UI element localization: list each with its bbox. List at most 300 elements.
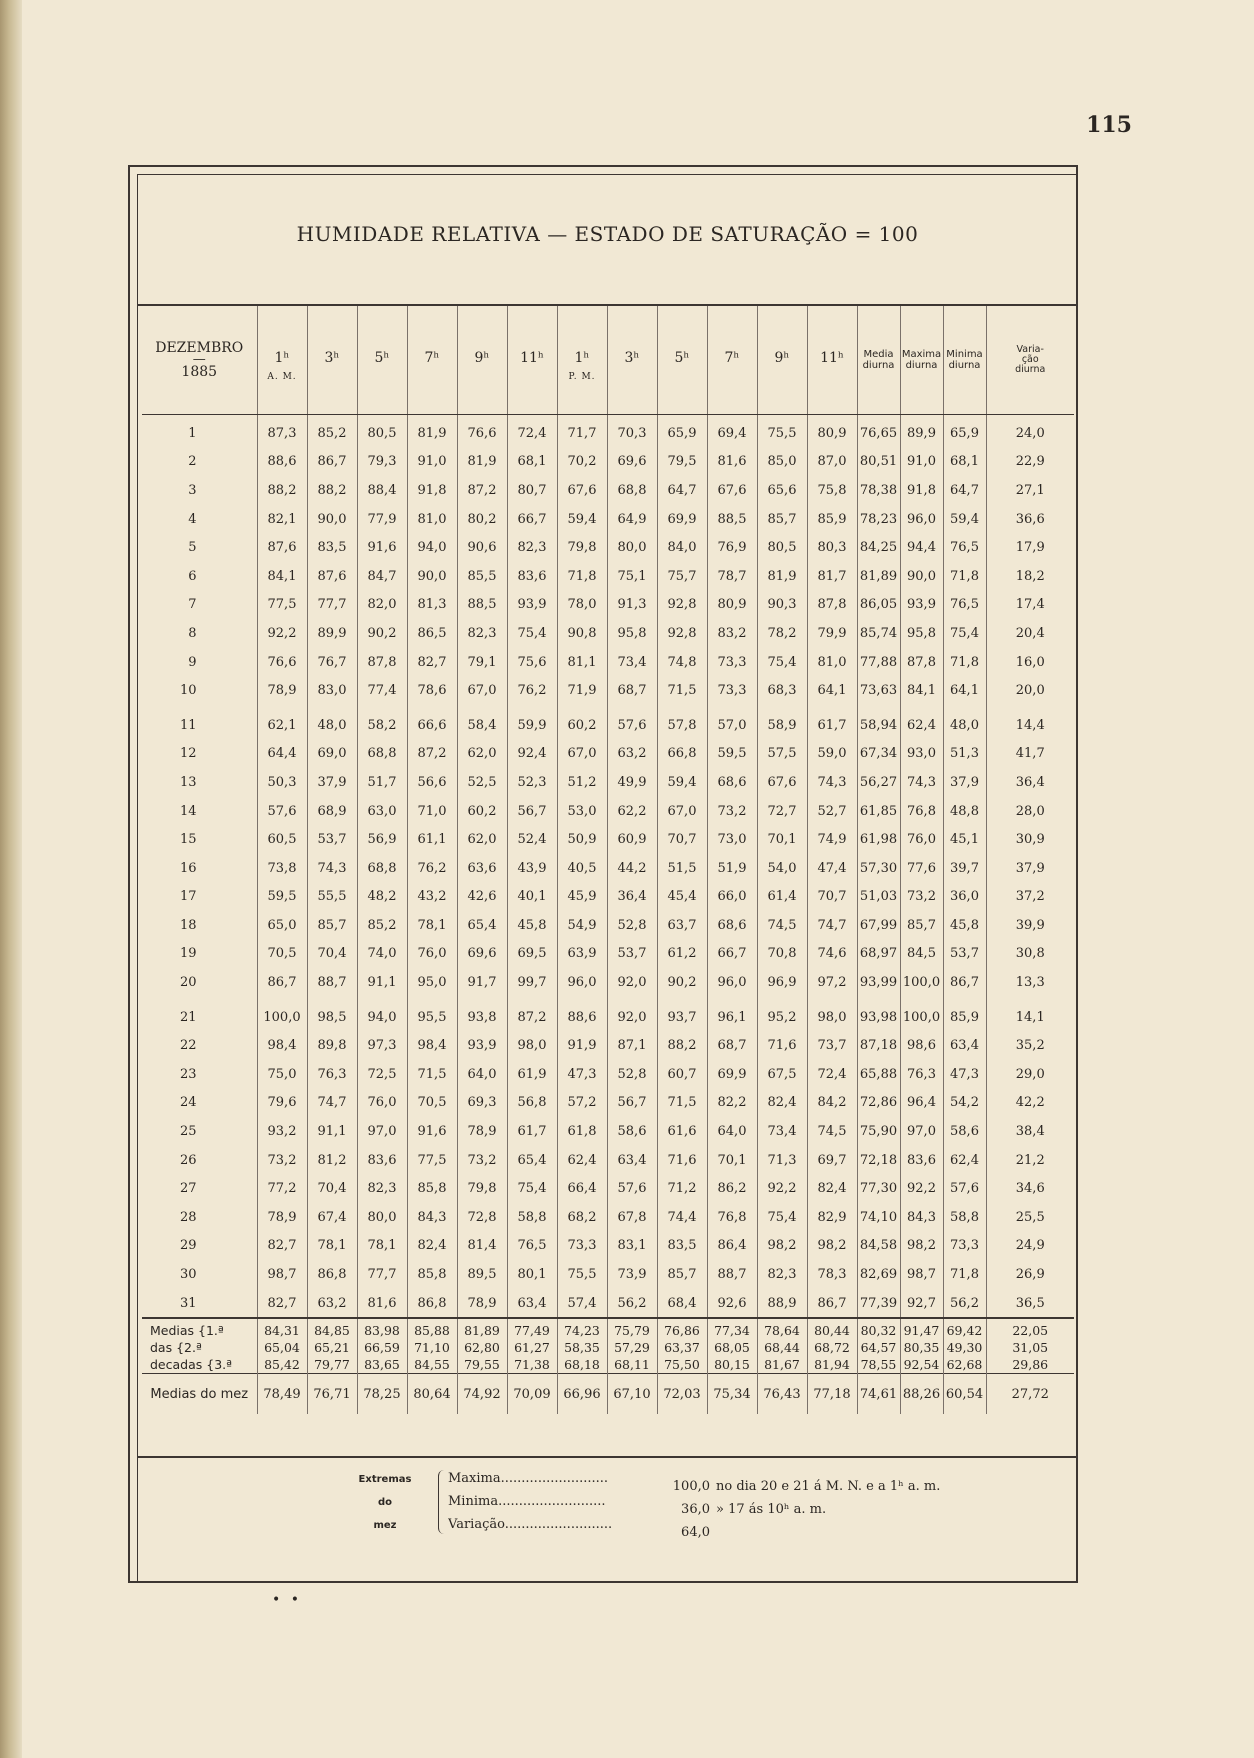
- value-cell: 76,0: [407, 940, 457, 969]
- table-row: [142, 911, 1074, 940]
- value-cell: 74,3: [307, 854, 357, 883]
- decada-value: 80,32: [857, 1322, 900, 1339]
- value-cell: 85,7: [757, 505, 807, 534]
- footer-dots: • •: [272, 1592, 302, 1608]
- value-cell: 75,8: [807, 476, 857, 505]
- value-cell: 96,4: [900, 1089, 943, 1118]
- value-cell: 69,3: [457, 1089, 507, 1118]
- decada-value: 69,42: [943, 1322, 986, 1339]
- extremas-maxima-row: [448, 1468, 1048, 1494]
- day-cell: 10: [179, 683, 197, 699]
- value-cell: 77,7: [357, 1260, 407, 1289]
- value-cell: 69,9: [707, 1060, 757, 1089]
- value-cell: 51,3: [943, 740, 986, 769]
- value-cell: 75,7: [657, 562, 707, 591]
- value-cell: 80,3: [807, 533, 857, 562]
- value-cell: 61,85: [857, 797, 900, 826]
- value-cell: 57,30: [857, 854, 900, 883]
- value-cell: 92,2: [257, 619, 307, 648]
- value-cell: 76,2: [407, 854, 457, 883]
- value-cell: 78,1: [307, 1232, 357, 1261]
- value-cell: 83,5: [657, 1232, 707, 1261]
- value-cell: 74,7: [307, 1089, 357, 1118]
- value-cell: 64,7: [943, 476, 986, 505]
- table-row: [142, 854, 1074, 883]
- value-cell: 68,3: [757, 676, 807, 705]
- value-cell: 74,7: [807, 911, 857, 940]
- value-cell: 67,34: [857, 740, 900, 769]
- value-cell: 77,5: [257, 591, 307, 620]
- decada-value: 71,38: [507, 1356, 557, 1374]
- value-cell: 84,5: [900, 940, 943, 969]
- decada-value: 29,86: [986, 1356, 1074, 1374]
- header-row: [142, 306, 1074, 415]
- value-cell: 67,0: [457, 676, 507, 705]
- value-cell: 70,5: [407, 1089, 457, 1118]
- extremas-brace: [438, 1470, 445, 1534]
- value-cell: 92,0: [607, 968, 657, 997]
- value-cell: 100,0: [900, 1003, 943, 1032]
- decada-value: 66,59: [357, 1339, 407, 1356]
- value-cell: 40,5: [557, 854, 607, 883]
- value-cell: 39,9: [986, 911, 1074, 940]
- value-cell: 39,7: [943, 854, 986, 883]
- value-cell: 81,2: [307, 1146, 357, 1175]
- value-cell: 77,9: [357, 505, 407, 534]
- value-cell: 59,0: [807, 740, 857, 769]
- value-cell: 84,1: [257, 562, 307, 591]
- value-cell: 79,6: [257, 1089, 307, 1118]
- extremas-variacao-row: [448, 1514, 1048, 1540]
- value-cell: 93,98: [857, 1003, 900, 1032]
- value-cell: 80,0: [357, 1203, 407, 1232]
- value-cell: 16,0: [986, 648, 1074, 677]
- value-cell: 13,3: [986, 968, 1074, 997]
- value-cell: 54,9: [557, 911, 607, 940]
- value-cell: 83,6: [900, 1146, 943, 1175]
- value-cell: 34,6: [986, 1174, 1074, 1203]
- decada-value: 92,54: [900, 1356, 943, 1374]
- value-cell: 65,6: [757, 476, 807, 505]
- value-cell: 93,8: [457, 1003, 507, 1032]
- decada-value: 81,94: [807, 1356, 857, 1374]
- value-cell: 77,6: [900, 854, 943, 883]
- value-cell: 86,7: [943, 968, 986, 997]
- value-cell: 48,0: [943, 711, 986, 740]
- value-cell: 59,4: [943, 505, 986, 534]
- decada-value: 79,55: [457, 1356, 507, 1374]
- value-cell: 17,4: [986, 591, 1074, 620]
- value-cell: 67,6: [707, 476, 757, 505]
- value-cell: 96,0: [707, 968, 757, 997]
- decada-value: 49,30: [943, 1339, 986, 1356]
- value-cell: 41,7: [986, 740, 1074, 769]
- value-cell: 73,3: [557, 1232, 607, 1261]
- header-hour: 3ʰ: [607, 306, 657, 415]
- value-cell: 85,2: [307, 415, 357, 448]
- day-cell: 18: [179, 917, 197, 933]
- decada-value: 57,29: [607, 1339, 657, 1356]
- value-cell: 75,4: [507, 619, 557, 648]
- value-cell: 61,98: [857, 825, 900, 854]
- value-cell: 28,0: [986, 797, 1074, 826]
- value-cell: 57,8: [657, 711, 707, 740]
- value-cell: 37,9: [943, 768, 986, 797]
- value-cell: 75,5: [557, 1260, 607, 1289]
- value-cell: 93,9: [457, 1031, 507, 1060]
- value-cell: 73,3: [943, 1232, 986, 1261]
- value-cell: 75,4: [507, 1174, 557, 1203]
- value-cell: 90,8: [557, 619, 607, 648]
- value-cell: 80,0: [607, 533, 657, 562]
- value-cell: 57,2: [557, 1089, 607, 1118]
- value-cell: 56,6: [407, 768, 457, 797]
- value-cell: 29,0: [986, 1060, 1074, 1089]
- value-cell: 45,1: [943, 825, 986, 854]
- value-cell: 60,9: [607, 825, 657, 854]
- value-cell: 69,4: [707, 415, 757, 448]
- value-cell: 37,9: [307, 768, 357, 797]
- medias-mez-value: 78,49: [257, 1374, 307, 1415]
- day-cell: 19: [179, 946, 197, 962]
- value-cell: 73,2: [257, 1146, 307, 1175]
- table-row: [142, 505, 1074, 534]
- value-cell: 86,7: [307, 448, 357, 477]
- value-cell: 81,9: [407, 415, 457, 448]
- day-cell: 12: [179, 746, 197, 762]
- value-cell: 60,5: [257, 825, 307, 854]
- table-row: [142, 415, 1074, 448]
- value-cell: 62,0: [457, 740, 507, 769]
- value-cell: 47,3: [943, 1060, 986, 1089]
- day-cell: 31: [179, 1295, 197, 1311]
- table-row: [142, 476, 1074, 505]
- extremas-maxima-label: Maxima..........................: [448, 1471, 609, 1486]
- value-cell: 89,9: [307, 619, 357, 648]
- value-cell: 80,9: [807, 415, 857, 448]
- value-cell: 57,6: [257, 797, 307, 826]
- table-row: [142, 448, 1074, 477]
- value-cell: 86,8: [407, 1289, 457, 1319]
- value-cell: 82,7: [257, 1232, 307, 1261]
- value-cell: 88,5: [707, 505, 757, 534]
- value-cell: 82,4: [807, 1174, 857, 1203]
- value-cell: 71,8: [943, 648, 986, 677]
- value-cell: 81,7: [807, 562, 857, 591]
- decada-value: 83,98: [357, 1322, 407, 1339]
- value-cell: 70,4: [307, 1174, 357, 1203]
- value-cell: 71,0: [407, 797, 457, 826]
- value-cell: 60,7: [657, 1060, 707, 1089]
- decada-value: 81,67: [757, 1356, 807, 1374]
- value-cell: 85,7: [657, 1260, 707, 1289]
- medias-mez-value: 74,61: [857, 1374, 900, 1415]
- value-cell: 70,1: [757, 825, 807, 854]
- decada-value: 75,79: [607, 1322, 657, 1339]
- value-cell: 71,8: [943, 562, 986, 591]
- value-cell: 30,8: [986, 940, 1074, 969]
- value-cell: 95,5: [407, 1003, 457, 1032]
- value-cell: 85,9: [943, 1003, 986, 1032]
- extremas-minima-value: 36,0: [681, 1502, 710, 1517]
- value-cell: 71,8: [943, 1260, 986, 1289]
- value-cell: 88,2: [307, 476, 357, 505]
- value-cell: 76,9: [707, 533, 757, 562]
- value-cell: 78,0: [557, 591, 607, 620]
- value-cell: 66,7: [707, 940, 757, 969]
- value-cell: 95,8: [607, 619, 657, 648]
- day-cell: 4: [188, 511, 197, 527]
- value-cell: 56,8: [507, 1089, 557, 1118]
- day-cell: 5: [188, 540, 197, 556]
- decada-value: 22,05: [986, 1322, 1074, 1339]
- value-cell: 68,7: [607, 676, 657, 705]
- value-cell: 76,8: [707, 1203, 757, 1232]
- value-cell: 53,7: [307, 825, 357, 854]
- value-cell: 22,9: [986, 448, 1074, 477]
- value-cell: 58,94: [857, 711, 900, 740]
- header-maxima-diurna: Maxima diurna: [900, 306, 943, 415]
- value-cell: 77,88: [857, 648, 900, 677]
- value-cell: 78,6: [407, 676, 457, 705]
- value-cell: 59,9: [507, 711, 557, 740]
- value-cell: 84,1: [900, 676, 943, 705]
- value-cell: 85,74: [857, 619, 900, 648]
- value-cell: 65,88: [857, 1060, 900, 1089]
- value-cell: 70,8: [757, 940, 807, 969]
- value-cell: 66,0: [707, 883, 757, 912]
- value-cell: 68,8: [357, 740, 407, 769]
- decada-value: 76,86: [657, 1322, 707, 1339]
- decada-row: [142, 1356, 1074, 1374]
- decada-value: 83,65: [357, 1356, 407, 1374]
- decada-value: 71,10: [407, 1339, 457, 1356]
- value-cell: 97,2: [807, 968, 857, 997]
- value-cell: 67,0: [657, 797, 707, 826]
- value-cell: 91,6: [357, 533, 407, 562]
- value-cell: 83,1: [607, 1232, 657, 1261]
- value-cell: 75,6: [507, 648, 557, 677]
- value-cell: 66,7: [507, 505, 557, 534]
- value-cell: 88,7: [307, 968, 357, 997]
- value-cell: 88,2: [257, 476, 307, 505]
- medias-mez-label: Medias do mez: [142, 1374, 257, 1415]
- header-month-year: [142, 306, 257, 415]
- value-cell: 97,3: [357, 1031, 407, 1060]
- table-row: [142, 1117, 1074, 1146]
- value-cell: 71,6: [657, 1146, 707, 1175]
- value-cell: 91,8: [407, 476, 457, 505]
- value-cell: 79,9: [807, 619, 857, 648]
- value-cell: 78,23: [857, 505, 900, 534]
- value-cell: 62,0: [457, 825, 507, 854]
- value-cell: 64,0: [707, 1117, 757, 1146]
- value-cell: 58,9: [757, 711, 807, 740]
- value-cell: 52,3: [507, 768, 557, 797]
- value-cell: 85,8: [407, 1174, 457, 1203]
- value-cell: 83,0: [307, 676, 357, 705]
- value-cell: 80,5: [357, 415, 407, 448]
- decada-value: 84,85: [307, 1322, 357, 1339]
- value-cell: 50,9: [557, 825, 607, 854]
- value-cell: 93,2: [257, 1117, 307, 1146]
- value-cell: 72,86: [857, 1089, 900, 1118]
- value-cell: 80,5: [757, 533, 807, 562]
- value-cell: 45,8: [507, 911, 557, 940]
- value-cell: 85,9: [807, 505, 857, 534]
- value-cell: 64,9: [607, 505, 657, 534]
- value-cell: 71,3: [757, 1146, 807, 1175]
- day-cell: 6: [188, 568, 197, 584]
- value-cell: 73,63: [857, 676, 900, 705]
- value-cell: 54,0: [757, 854, 807, 883]
- value-cell: 63,6: [457, 854, 507, 883]
- value-cell: 71,2: [657, 1174, 707, 1203]
- value-cell: 61,7: [807, 711, 857, 740]
- value-cell: 92,0: [607, 1003, 657, 1032]
- value-cell: 62,1: [257, 711, 307, 740]
- value-cell: 73,7: [807, 1031, 857, 1060]
- decada-value: 68,72: [807, 1339, 857, 1356]
- value-cell: 56,2: [607, 1289, 657, 1319]
- value-cell: 81,1: [557, 648, 607, 677]
- value-cell: 51,2: [557, 768, 607, 797]
- header-hour: 1ʰ P. M.: [557, 306, 607, 415]
- value-cell: 26,9: [986, 1260, 1074, 1289]
- value-cell: 92,8: [657, 619, 707, 648]
- value-cell: 92,2: [757, 1174, 807, 1203]
- value-cell: 72,18: [857, 1146, 900, 1175]
- value-cell: 78,7: [707, 562, 757, 591]
- value-cell: 58,8: [943, 1203, 986, 1232]
- decada-value: 62,80: [457, 1339, 507, 1356]
- value-cell: 43,2: [407, 883, 457, 912]
- value-cell: 40,1: [507, 883, 557, 912]
- table-body: [142, 415, 1074, 1415]
- value-cell: 81,9: [757, 562, 807, 591]
- decada-value: 65,21: [307, 1339, 357, 1356]
- value-cell: 87,8: [357, 648, 407, 677]
- value-cell: 79,8: [457, 1174, 507, 1203]
- value-cell: 48,0: [307, 711, 357, 740]
- decada-value: 63,37: [657, 1339, 707, 1356]
- value-cell: 87,8: [900, 648, 943, 677]
- value-cell: 53,0: [557, 797, 607, 826]
- value-cell: 87,6: [257, 533, 307, 562]
- value-cell: 87,8: [807, 591, 857, 620]
- value-cell: 88,9: [757, 1289, 807, 1319]
- header-hour: 7ʰ: [407, 306, 457, 415]
- decada-label: Medias {1.ª: [150, 1323, 224, 1339]
- value-cell: 85,8: [407, 1260, 457, 1289]
- day-cell: 1: [188, 425, 197, 441]
- value-cell: 65,4: [457, 911, 507, 940]
- value-cell: 94,4: [900, 533, 943, 562]
- value-cell: 30,9: [986, 825, 1074, 854]
- value-cell: 92,6: [707, 1289, 757, 1319]
- value-cell: 75,4: [757, 1203, 807, 1232]
- value-cell: 71,5: [407, 1060, 457, 1089]
- header-hour: 11ʰ: [507, 306, 557, 415]
- value-cell: 73,0: [707, 825, 757, 854]
- value-cell: 100,0: [257, 1003, 307, 1032]
- value-cell: 77,5: [407, 1146, 457, 1175]
- value-cell: 17,9: [986, 533, 1074, 562]
- day-cell: 7: [188, 597, 197, 613]
- extremas-minima-note: » 17 ás 10ʰ a. m.: [716, 1502, 827, 1517]
- value-cell: 76,5: [943, 533, 986, 562]
- day-cell: 17: [179, 889, 197, 905]
- value-cell: 69,9: [657, 505, 707, 534]
- value-cell: 95,2: [757, 1003, 807, 1032]
- value-cell: 83,6: [357, 1146, 407, 1175]
- value-cell: 68,1: [943, 448, 986, 477]
- decada-value: 75,50: [657, 1356, 707, 1374]
- medias-mez-value: 76,43: [757, 1374, 807, 1415]
- value-cell: 76,6: [457, 415, 507, 448]
- value-cell: 82,3: [457, 619, 507, 648]
- value-cell: 88,7: [707, 1260, 757, 1289]
- table-row: [142, 1060, 1074, 1089]
- value-cell: 61,1: [407, 825, 457, 854]
- value-cell: 27,1: [986, 476, 1074, 505]
- value-cell: 82,69: [857, 1260, 900, 1289]
- value-cell: 59,5: [707, 740, 757, 769]
- table-row: [142, 562, 1074, 591]
- value-cell: 82,0: [357, 591, 407, 620]
- value-cell: 86,8: [307, 1260, 357, 1289]
- value-cell: 98,0: [507, 1031, 557, 1060]
- value-cell: 76,0: [900, 825, 943, 854]
- value-cell: 73,2: [707, 797, 757, 826]
- table-row: [142, 968, 1074, 997]
- value-cell: 68,4: [657, 1289, 707, 1319]
- value-cell: 72,8: [457, 1203, 507, 1232]
- value-cell: 71,8: [557, 562, 607, 591]
- value-cell: 36,4: [986, 768, 1074, 797]
- book-spine: [0, 0, 22, 1758]
- value-cell: 64,7: [657, 476, 707, 505]
- decada-value: 80,35: [900, 1339, 943, 1356]
- value-cell: 83,6: [507, 562, 557, 591]
- extremas-variacao-value: 64,0: [681, 1525, 710, 1540]
- value-cell: 79,1: [457, 648, 507, 677]
- value-cell: 78,9: [257, 1203, 307, 1232]
- value-cell: 93,9: [900, 591, 943, 620]
- value-cell: 89,5: [457, 1260, 507, 1289]
- value-cell: 90,6: [457, 533, 507, 562]
- value-cell: 90,2: [357, 619, 407, 648]
- value-cell: 74,6: [807, 940, 857, 969]
- value-cell: 90,0: [307, 505, 357, 534]
- value-cell: 73,4: [607, 648, 657, 677]
- value-cell: 72,4: [507, 415, 557, 448]
- decada-value: 77,34: [707, 1322, 757, 1339]
- decada-value: 58,35: [557, 1339, 607, 1356]
- value-cell: 51,03: [857, 883, 900, 912]
- value-cell: 70,3: [607, 415, 657, 448]
- value-cell: 91,7: [457, 968, 507, 997]
- decada-value: 68,11: [607, 1356, 657, 1374]
- value-cell: 67,6: [757, 768, 807, 797]
- value-cell: 82,3: [507, 533, 557, 562]
- value-cell: 95,0: [407, 968, 457, 997]
- page-number: 115: [1086, 112, 1132, 138]
- value-cell: 95,8: [900, 619, 943, 648]
- value-cell: 80,2: [457, 505, 507, 534]
- header-hour: 3ʰ: [307, 306, 357, 415]
- value-cell: 87,3: [257, 415, 307, 448]
